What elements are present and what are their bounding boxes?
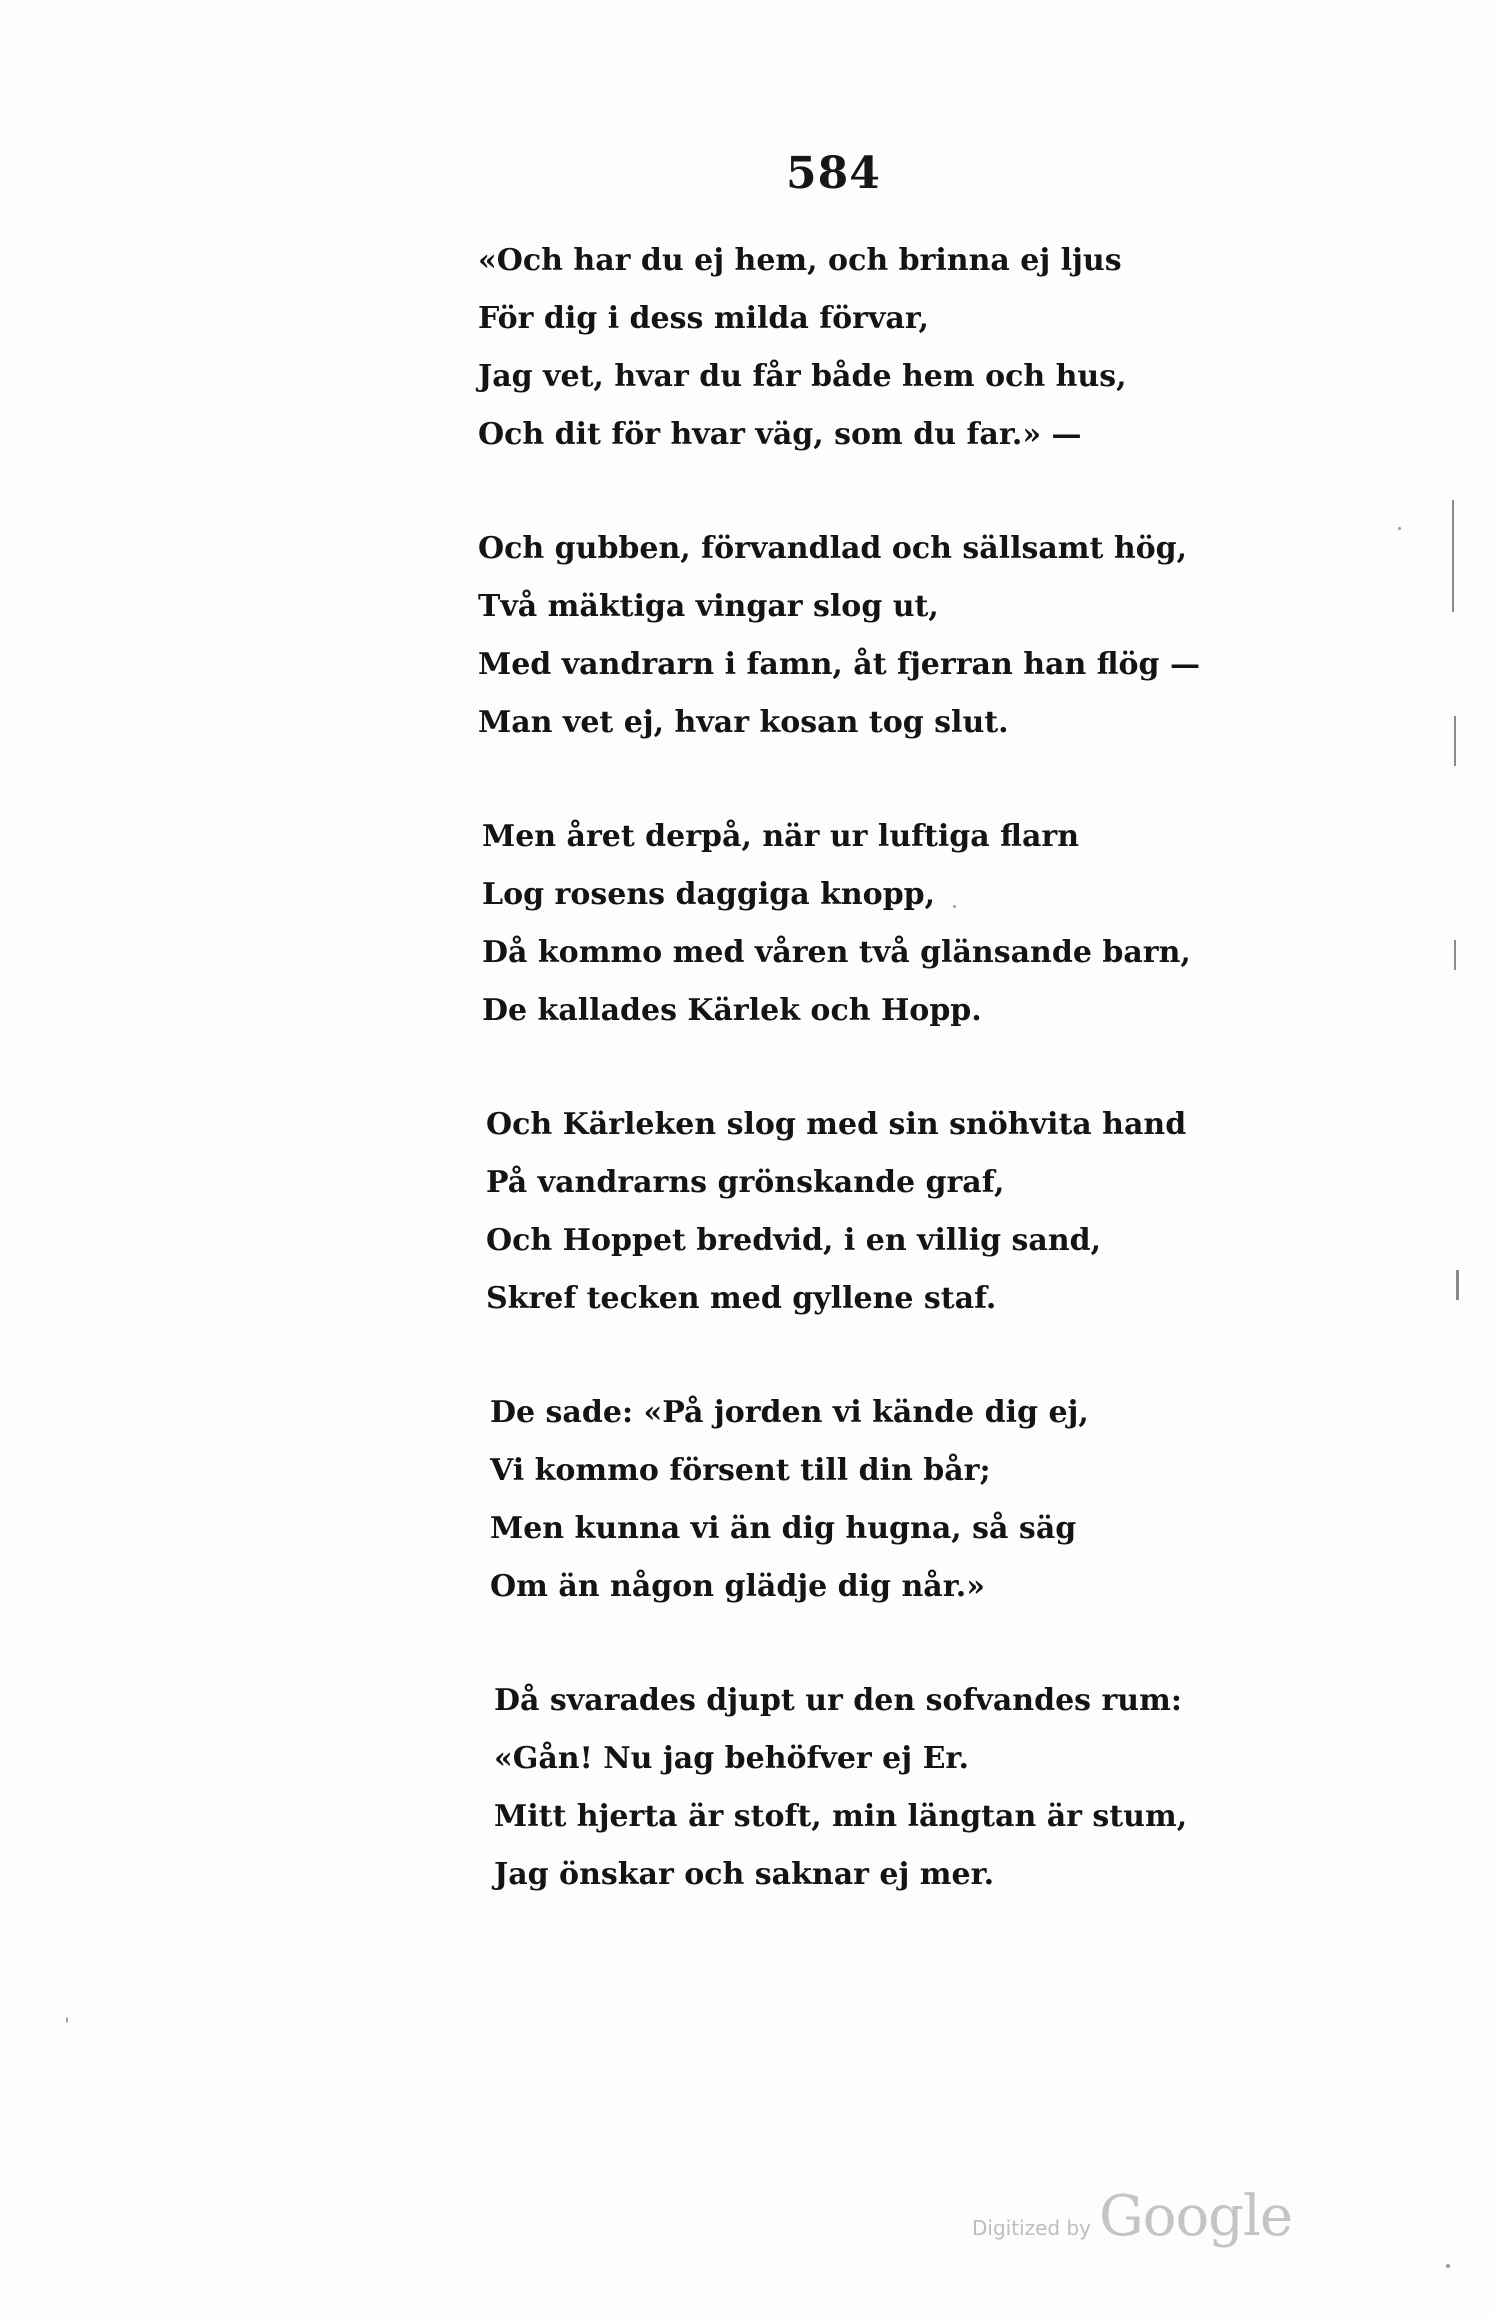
poem-line: Log rosens daggiga knopp,	[482, 877, 936, 912]
margin-mark	[1456, 1270, 1459, 1300]
margin-mark	[1452, 500, 1454, 612]
scan-speck	[953, 905, 956, 908]
poem-line: Skref tecken med gyllene staf.	[486, 1281, 997, 1316]
poem-line: Jag vet, hvar du får både hem och hus,	[478, 359, 1127, 394]
watermark-prefix: Digitized by	[972, 2216, 1091, 2240]
poem-line: Vi kommo försent till din bår;	[490, 1453, 991, 1488]
google-logo: Google	[1099, 2184, 1293, 2249]
poem-line: Då kommo med våren två glänsande barn,	[482, 935, 1191, 970]
stanza-gap	[478, 752, 1178, 808]
poem-line: Men kunna vi än dig hugna, så säg	[490, 1511, 1077, 1546]
margin-mark	[1454, 716, 1456, 766]
stanza-6	[494, 1672, 1188, 1904]
poem-line: Och dit för hvar väg, som du far.» —	[478, 417, 1082, 452]
poem-line: Mitt hjerta är stoft, min längtan är stum,	[494, 1799, 1188, 1834]
scan-speck	[1398, 527, 1401, 530]
poem-line: Två mäktiga vingar slog ut,	[478, 589, 939, 624]
stanza-gap	[478, 1616, 1178, 1672]
stanza-5	[490, 1384, 1178, 1616]
page-number: 584	[786, 148, 881, 199]
scan-speck	[1446, 2264, 1450, 2268]
poem-line: Och Kärleken slog med sin snöhvita hand	[486, 1107, 1187, 1142]
poem-line: Om än någon glädje dig når.»	[490, 1569, 985, 1604]
digitized-watermark	[972, 2184, 1292, 2249]
poem-line: Och Hoppet bredvid, i en villig sand,	[486, 1223, 1102, 1258]
poem-line: «Gån! Nu jag behöfver ej Er.	[494, 1741, 969, 1776]
poem-line: De sade: «På jorden vi kände dig ej,	[490, 1395, 1089, 1430]
poem-line: Man vet ej, hvar kosan tog slut.	[478, 705, 1009, 740]
poem-line: De kallades Kärlek och Hopp.	[482, 993, 982, 1028]
stanza-1	[478, 232, 1178, 464]
poem-line: På vandrarns grönskande graf,	[486, 1165, 1005, 1200]
poem-line: Men året derpå, när ur luftiga flarn	[482, 819, 1080, 854]
poem-line: Jag önskar och saknar ej mer.	[494, 1857, 995, 1892]
poem-line: Då svarades djupt ur den sofvandes rum:	[494, 1683, 1182, 1718]
stanza-2	[478, 520, 1200, 752]
poem-line: För dig i dess milda förvar,	[478, 301, 929, 336]
stanza-4	[486, 1096, 1187, 1328]
margin-mark	[1454, 940, 1456, 970]
stanza-gap	[478, 1040, 1178, 1096]
stanza-3	[482, 808, 1191, 1040]
stanza-gap	[478, 1328, 1178, 1384]
poem-line: Med vandrarn i famn, åt fjerran han flög —	[478, 647, 1200, 682]
stanza-gap	[478, 464, 1178, 520]
scan-speck	[66, 2017, 68, 2023]
poem	[478, 232, 1200, 1904]
poem-line: «Och har du ej hem, och brinna ej ljus	[478, 243, 1122, 278]
poem-line: Och gubben, förvandlad och sällsamt hög,	[478, 531, 1188, 566]
